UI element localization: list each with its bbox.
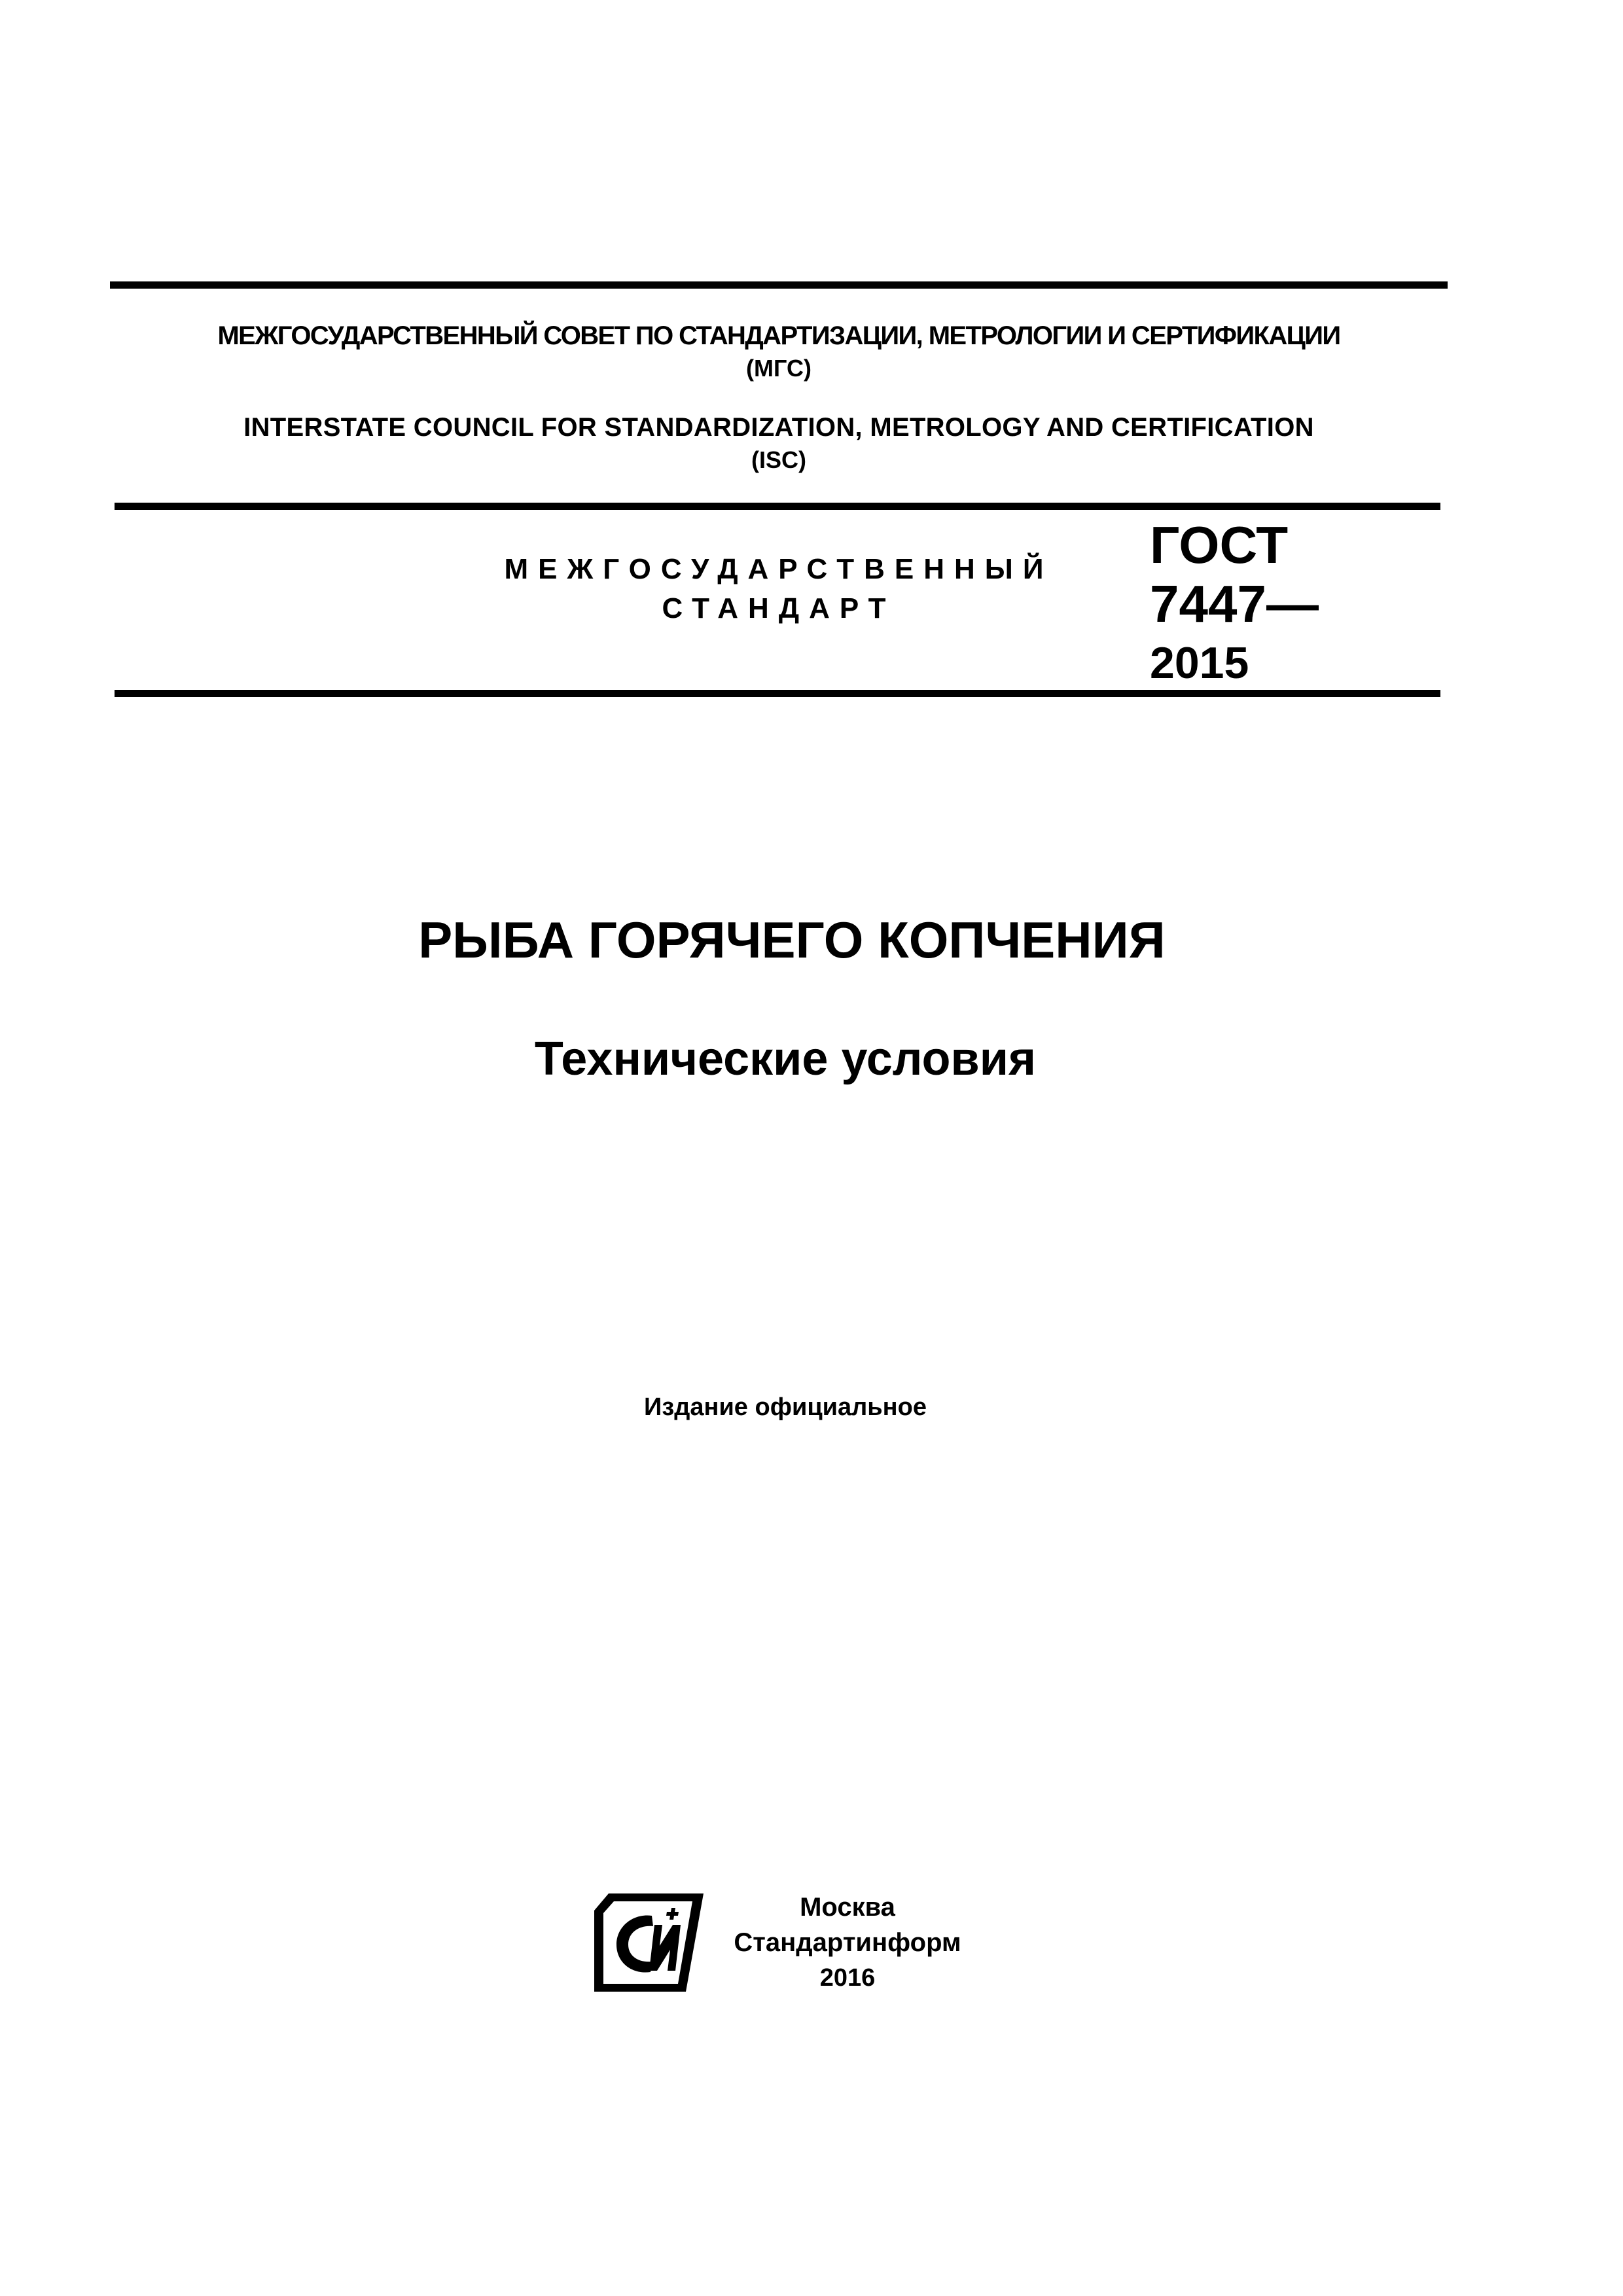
document-subtitle: Технические условия xyxy=(534,1033,1037,1085)
council-abbr-en: (ISC) xyxy=(751,446,806,473)
standard-code-year: 2015 xyxy=(1150,638,1249,688)
middle-divider xyxy=(115,503,1440,510)
top-divider xyxy=(110,281,1448,289)
standard-type-label-line2: СТАНДАРТ xyxy=(662,592,896,624)
council-name-en: INTERSTATE COUNCIL FOR STANDARDIZATION, METROLOGY AND CERTIFICATION xyxy=(243,413,1314,442)
council-name-ru: МЕЖГОСУДАРСТВЕННЫЙ СОВЕТ ПО СТАНДАРТИЗАЦИИ, МЕТРОЛОГИИ И СЕРТИФИКАЦИИ xyxy=(217,321,1340,350)
standard-code-prefix: ГОСТ xyxy=(1150,516,1289,574)
edition-label: Издание официальное xyxy=(644,1393,927,1421)
standartinform-logo-icon xyxy=(594,1893,704,1992)
document-title: РЫБА ГОРЯЧЕГО КОПЧЕНИЯ xyxy=(418,911,1166,969)
standard-code-number: 7447— xyxy=(1150,575,1319,633)
council-abbr-ru: (МГС) xyxy=(746,355,812,382)
standard-type-label-line1: МЕЖГОСУДАРСТВЕННЫЙ xyxy=(504,553,1054,585)
publisher-city: Москва xyxy=(800,1893,895,1922)
publisher-name: Стандартинформ xyxy=(734,1928,961,1957)
bottom-divider xyxy=(115,690,1440,697)
publication-year: 2016 xyxy=(819,1964,876,1992)
